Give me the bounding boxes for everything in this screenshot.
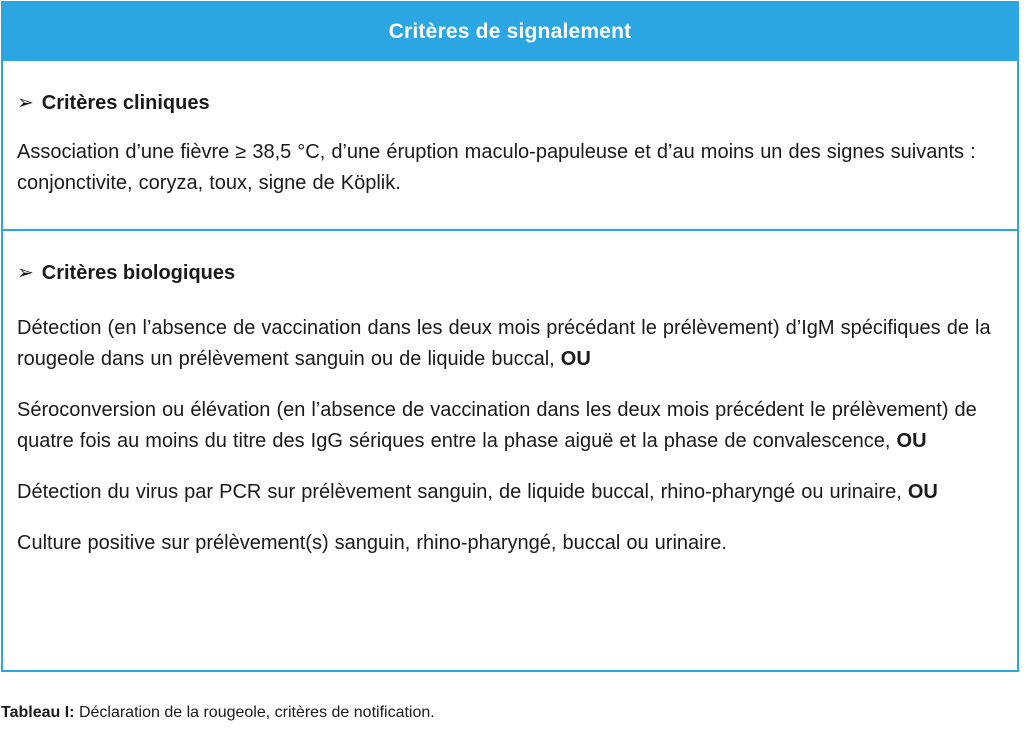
criterion-text: Détection (en l’absence de vaccination dans les deux mois précédant le prélèvement) d’IgM spécifiques de la rougeole dans un prélèvement sanguin ou de liquide buccal, bbox=[17, 317, 991, 370]
table-title: Critères de signalement bbox=[388, 20, 632, 43]
biological-criteria-section bbox=[3, 231, 1017, 559]
arrow-bullet-icon: ➢ bbox=[17, 262, 34, 284]
biological-heading-label: Critères biologiques bbox=[41, 262, 236, 284]
table-header bbox=[3, 3, 1017, 61]
criterion-text: Culture positive sur prélèvement(s) sanguin, rhino-pharyngé, buccal ou urinaire. bbox=[17, 532, 727, 554]
clinical-criteria-text: Association d’une fièvre ≥ 38,5 °C, d’une éruption maculo-papuleuse et d’au moins un des signes suivants : conjonctivite, coryza, toux, signe de Köplik. bbox=[17, 141, 976, 194]
criterion-text: Détection du virus par PCR sur prélèvement sanguin, de liquide buccal, rhino-pharyngé ou urinaire, bbox=[17, 481, 908, 503]
biological-criterion-pcr bbox=[17, 477, 1003, 508]
clinical-heading-label: Critères cliniques bbox=[41, 92, 210, 114]
clinical-criteria-heading bbox=[17, 91, 1003, 115]
biological-criterion-igm bbox=[17, 313, 1003, 375]
biological-criterion-culture bbox=[17, 528, 1003, 559]
clinical-criteria-section bbox=[3, 61, 1017, 231]
or-connector: OU bbox=[896, 430, 927, 452]
caption-label: Tableau I: bbox=[1, 704, 75, 721]
criterion-text: Séroconversion ou élévation (en l’absence de vaccination dans les deux mois précédent le prélèvement) de quatre fois au moins du titre des IgG sériques entre la phase aiguë et la phase de convalescence, bbox=[17, 399, 977, 452]
caption-text: Déclaration de la rougeole, critères de notification. bbox=[74, 704, 435, 721]
or-connector: OU bbox=[560, 348, 591, 370]
biological-criteria-heading bbox=[17, 261, 1003, 285]
table-caption bbox=[1, 703, 435, 723]
biological-criterion-seroconversion bbox=[17, 395, 1003, 457]
criteria-table bbox=[1, 1, 1019, 672]
or-connector: OU bbox=[907, 481, 938, 503]
arrow-bullet-icon: ➢ bbox=[17, 92, 34, 114]
